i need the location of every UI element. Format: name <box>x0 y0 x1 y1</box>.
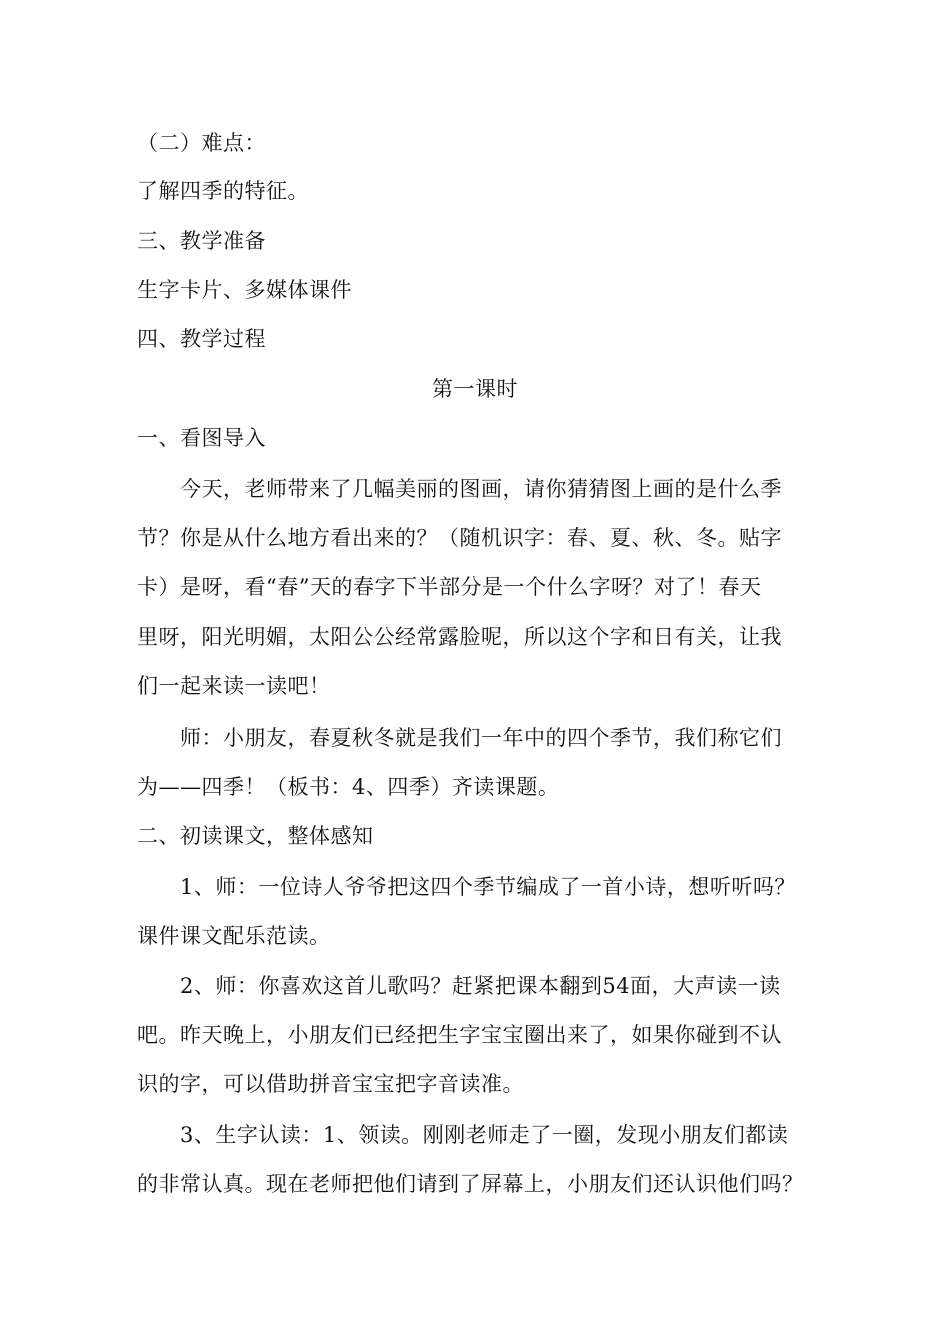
paragraph-line: 节？你是从什么地方看出来的？（随机识字：春、夏、秋、冬。贴字 <box>137 526 782 550</box>
paragraph-line: 识的字，可以借助拼音宝宝把字音读准。 <box>137 1072 524 1096</box>
prep-text: 生字卡片、多媒体课件 <box>137 278 352 302</box>
section2-heading: 二、初读课文，整体感知 <box>137 824 374 848</box>
difficulty-heading: （二）难点： <box>137 131 266 155</box>
paragraph-line: 的非常认真。现在老师把他们请到了屏幕上，小朋友们还认识他们吗？ <box>137 1172 804 1196</box>
paragraph-line: 课件课文配乐范读。 <box>137 924 331 948</box>
paragraph-line: 1、师：一位诗人爷爷把这四个季节编成了一首小诗，想听听吗？ <box>180 875 796 899</box>
process-heading: 四、教学过程 <box>137 327 266 351</box>
paragraph-line: 今天，老师带来了几幅美丽的图画，请你猜猜图上画的是什么季 <box>180 477 782 501</box>
paragraph-line: 3、生字认读：1、领读。刚刚老师走了一圈，发现小朋友们都读 <box>180 1123 789 1147</box>
paragraph-line: 卡）是呀，看“春”天的春字下半部分是一个什么字呀？对了！春天 <box>137 575 762 599</box>
difficulty-text: 了解四季的特征。 <box>137 179 309 203</box>
lesson-title: 第一课时 <box>432 377 518 401</box>
paragraph-line: 师：小朋友，春夏秋冬就是我们一年中的四个季节，我们称它们 <box>180 726 782 750</box>
paragraph-line: 吧。昨天晚上，小朋友们已经把生字宝宝圈出来了，如果你碰到不认 <box>137 1023 782 1047</box>
paragraph-line: 为——四季！（板书：4、四季）齐读课题。 <box>137 775 560 799</box>
paragraph-line: 2、师：你喜欢这首儿歌吗？赶紧把课本翻到54面，大声读一读 <box>180 974 781 998</box>
prep-heading: 三、教学准备 <box>137 229 266 253</box>
paragraph-line: 里呀，阳光明媚，太阳公公经常露脸呢，所以这个字和日有关，让我 <box>137 625 782 649</box>
section1-heading: 一、看图导入 <box>137 426 266 450</box>
paragraph-line: 们一起来读一读吧！ <box>137 674 331 698</box>
